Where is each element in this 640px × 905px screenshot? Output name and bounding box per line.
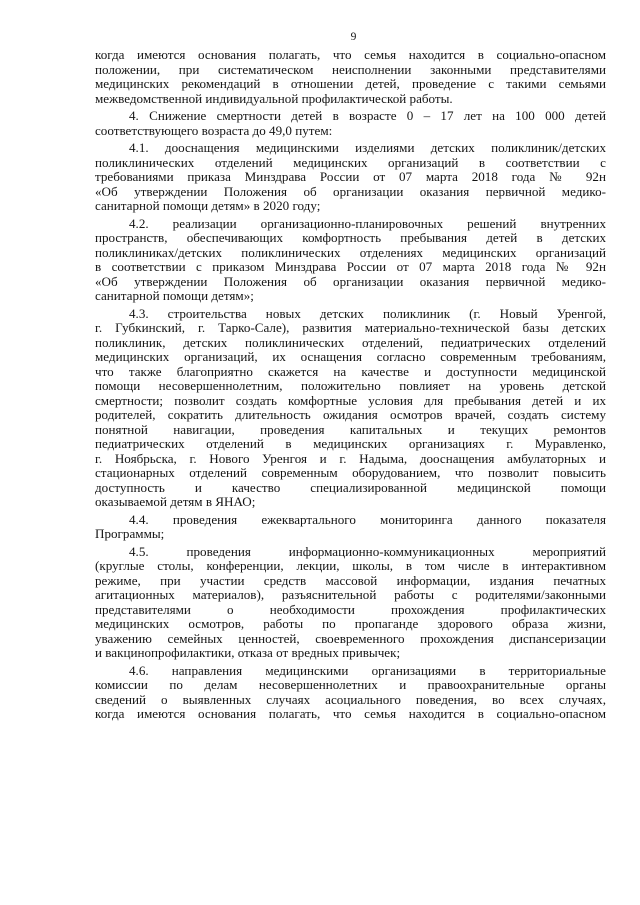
document-page <box>95 30 606 722</box>
text-line: медицинских организаций, их оснащения согласно современным требованиям, <box>95 350 606 364</box>
text-line: г. Ноябрьска, г. Нового Уренгоя и г. Надыма, дооснащения амбулаторных и <box>95 451 606 466</box>
text-line: в соответствии с приказом Минздрава России от 07 марта 2018 года № 92н <box>95 260 606 274</box>
paragraph-4-2 <box>95 217 606 304</box>
text-line: агитационных материалов), разъяснительной работы с родителями/законными <box>95 588 606 602</box>
text-line: режиме, при участии средств массовой информации, издания печатных <box>95 573 606 588</box>
text-line: «Об утверждении Положения об организации оказания первичной медико- <box>95 184 606 199</box>
text-line: 4.2. реализации организационно-планировочных решений внутренних <box>129 216 606 231</box>
text-line: поликлинических отделений медицинских организаций в соответствии с <box>95 155 606 170</box>
text-line: поликлиниках/детских поликлинических отделениях медицинских организаций <box>95 245 606 260</box>
text-line: комиссии по делам несовершеннолетних и правоохранительные органы <box>95 678 606 692</box>
paragraph-4-5 <box>95 545 606 661</box>
text-line: (круглые столы, конференции, лекции, школы, в том числе в интерактивном <box>95 559 606 573</box>
text-line: Программы; <box>95 527 165 541</box>
text-line: стационарных отделений современным оборудованием, что позволит повысить <box>95 466 606 480</box>
text-line: медицинских осмотров, работы по пропаганде здорового образа жизни, <box>95 617 606 631</box>
text-line: помощи несовершеннолетним, положительно повлияет на уровень детской <box>95 379 606 393</box>
text-line: когда имеются основания полагать, что семья находится в социально-опасном <box>95 48 606 62</box>
paragraph-4-3 <box>95 307 606 510</box>
paragraph-4-6 <box>95 664 606 722</box>
text-line: смертности; позволит создать комфортные условия для пребывания детей и их <box>95 393 606 408</box>
text-line: «Об утверждении Положения об организации оказания первичной медико- <box>95 274 606 289</box>
text-line: понятной навигации, проведения капитальных и текущих ремонтов <box>95 422 606 437</box>
text-line: медицинских рекомендаций в отношении детей, проведение с такими семьями <box>95 77 606 91</box>
paragraph-4-4 <box>95 513 606 542</box>
text-line: уважению семейных ценностей, своевременного прохождения диспансеризации <box>95 631 606 646</box>
text-line: поликлиник, детских поликлинических отделений, педиатрических отделений <box>95 335 606 350</box>
text-line: доступность и качество специализированной медицинской помощи <box>95 480 606 495</box>
text-line: 4.4. проведения ежеквартального мониторинга данного показателя <box>129 512 606 527</box>
text-line: родителей, сократить длительность ожидания осмотров врачей, создать систему <box>95 408 606 422</box>
text-line: что также благоприятно скажется на качестве и доступности медицинской <box>95 364 606 379</box>
text-line: г. Губкинский, г. Тарко-Сале), развития материально-технической базы детских <box>95 321 606 335</box>
text-line: оказываемой детям в ЯНАО; <box>95 495 256 509</box>
page-number: 9 <box>350 31 357 43</box>
text-line: 4.6. направления медицинскими организациями в территориальные <box>129 663 606 678</box>
text-line: требованиями приказа Минздрава России от 07 марта 2018 года № 92н <box>95 170 606 184</box>
text-line: пространств, обеспечивающих комфортность пребывания детей в детских <box>95 231 606 245</box>
text-line: соответствующего возраста до 49,0 путем: <box>95 123 333 138</box>
document-body <box>95 48 606 722</box>
paragraph-4-1 <box>95 141 606 214</box>
text-line: представителями о необходимости прохождения профилактических <box>95 602 606 617</box>
text-line: положении, при систематическом неисполнении законными представителями <box>95 62 606 77</box>
text-line: сведений о выявленных случаях асоциального поведения, во всех случаях, <box>95 692 606 707</box>
paragraph-continuation-top <box>95 48 606 106</box>
text-line: санитарной помощи детям»; <box>95 289 254 303</box>
text-line: санитарной помощи детям» в 2020 году; <box>95 199 321 213</box>
text-line: 4.1. дооснащения медицинскими изделиями детских поликлиник/детских <box>129 141 606 155</box>
text-line: когда имеются основания полагать, что семья находится в социально-опасном <box>95 707 606 721</box>
text-line: 4.5. проведения информационно-коммуникационных мероприятий <box>129 544 606 559</box>
text-line: педиатрических отделений в медицинских организациях г. Муравленко, <box>95 437 606 451</box>
text-line: межведомственной индивидуальной профилактической работы. <box>95 91 453 106</box>
text-line: 4.3. строительства новых детских поликлиник (г. Новый Уренгой, <box>129 306 606 321</box>
text-line: и вакцинопрофилактики, отказа от вредных привычек; <box>95 646 401 660</box>
text-line: 4. Снижение смертности детей в возрасте 0 – 17 лет на 100 000 детей <box>129 109 606 123</box>
paragraph-4 <box>95 109 606 138</box>
